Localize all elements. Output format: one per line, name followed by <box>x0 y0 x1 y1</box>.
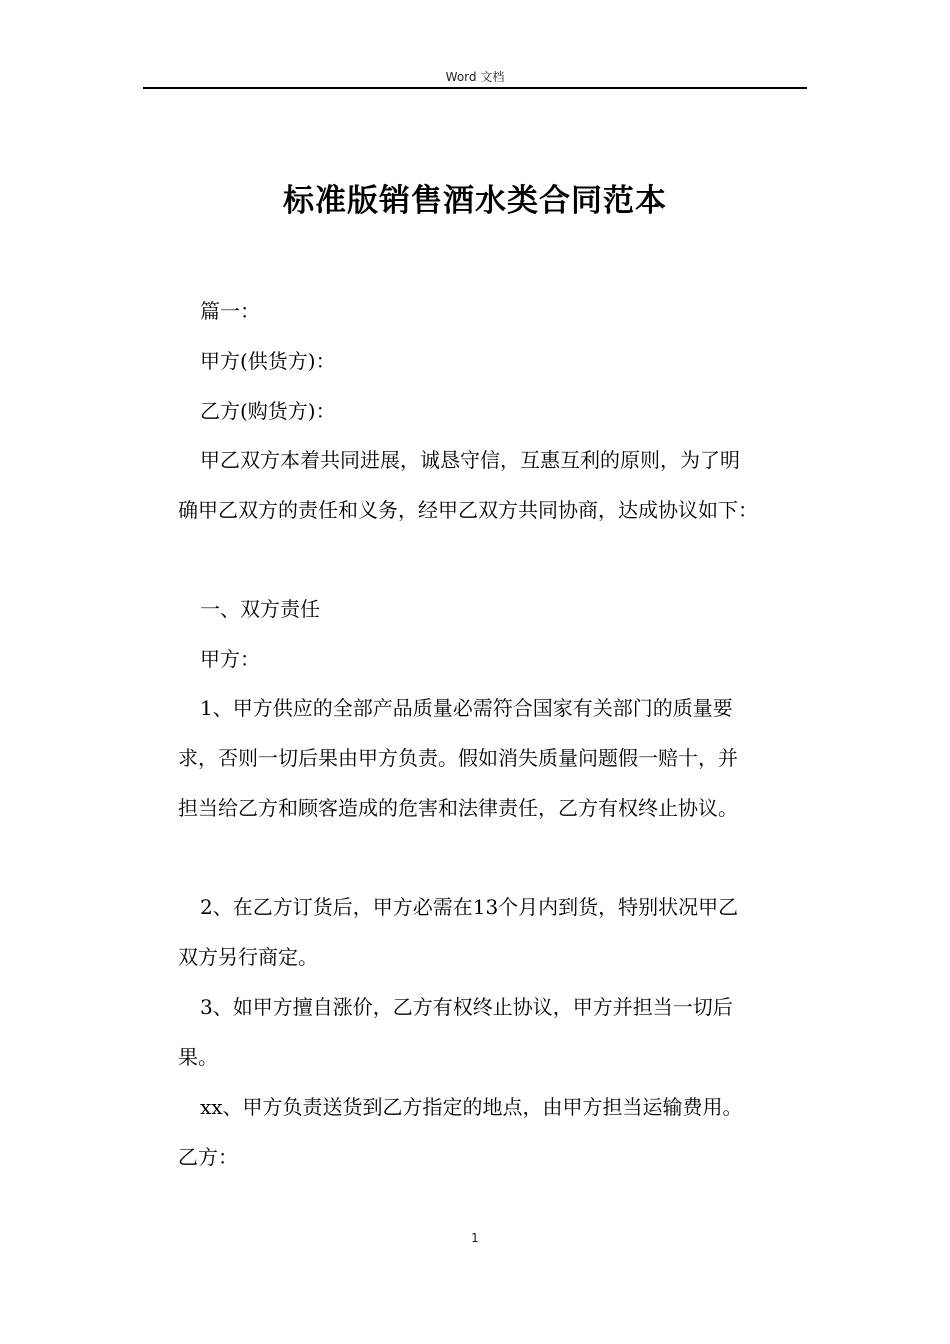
paragraph-line: 双方另行商定。 <box>178 945 318 969</box>
page-header-label: Word 文档 <box>445 70 505 84</box>
paragraph-line: 篇一： <box>200 299 260 323</box>
paragraph-line: 乙方(购货方)： <box>200 399 336 423</box>
paragraph-line: 确甲乙双方的责任和义务，经甲乙双方共同协商，达成协议如下： <box>178 498 758 522</box>
paragraph-clause-2 <box>178 882 818 982</box>
paragraph-line: 果。 <box>178 1045 218 1069</box>
paragraph-line: 1、甲方供应的全部产品质量必需符合国家有关部门的质量要 <box>200 696 733 720</box>
paragraph-section-label <box>178 286 818 336</box>
paragraph-line: 求，否则一切后果由甲方负责。假如消失质量问题假一赔十，并 <box>178 746 738 770</box>
page-number: 1 <box>471 1231 479 1245</box>
paragraph-line: 一、双方责任 <box>200 597 320 621</box>
paragraph-party-b <box>178 386 818 436</box>
paragraph-line: 乙方： <box>178 1145 238 1169</box>
paragraph-line: 甲乙双方本着共同进展，诚恳守信，互惠互利的原则，为了明 <box>200 448 740 472</box>
paragraph-clause-xx <box>178 1082 818 1132</box>
paragraph-party-a-label <box>178 634 818 684</box>
paragraph-preamble <box>178 435 818 535</box>
paragraph-line: 担当给乙方和顾客造成的危害和法律责任，乙方有权终止协议。 <box>178 796 738 820</box>
paragraph-line: 甲方： <box>200 647 260 671</box>
paragraph-line: 甲方(供货方)： <box>200 349 336 373</box>
paragraph-section-heading <box>178 584 818 634</box>
page-header-rule <box>143 87 807 89</box>
paragraph-party-a <box>178 336 818 386</box>
paragraph-party-b-label <box>178 1132 818 1182</box>
paragraph-clause-1 <box>178 683 818 833</box>
paragraph-line: 2、在乙方订货后，甲方必需在13个月内到货，特别状况甲乙 <box>200 895 739 919</box>
paragraph-line: xx、甲方负责送货到乙方指定的地点，由甲方担当运输费用。 <box>200 1095 743 1119</box>
paragraph-clause-3 <box>178 982 818 1082</box>
paragraph-line: 3、如甲方擅自涨价，乙方有权终止协议，甲方并担当一切后 <box>200 995 733 1019</box>
document-title: 标准版销售酒水类合同范本 <box>283 182 667 219</box>
